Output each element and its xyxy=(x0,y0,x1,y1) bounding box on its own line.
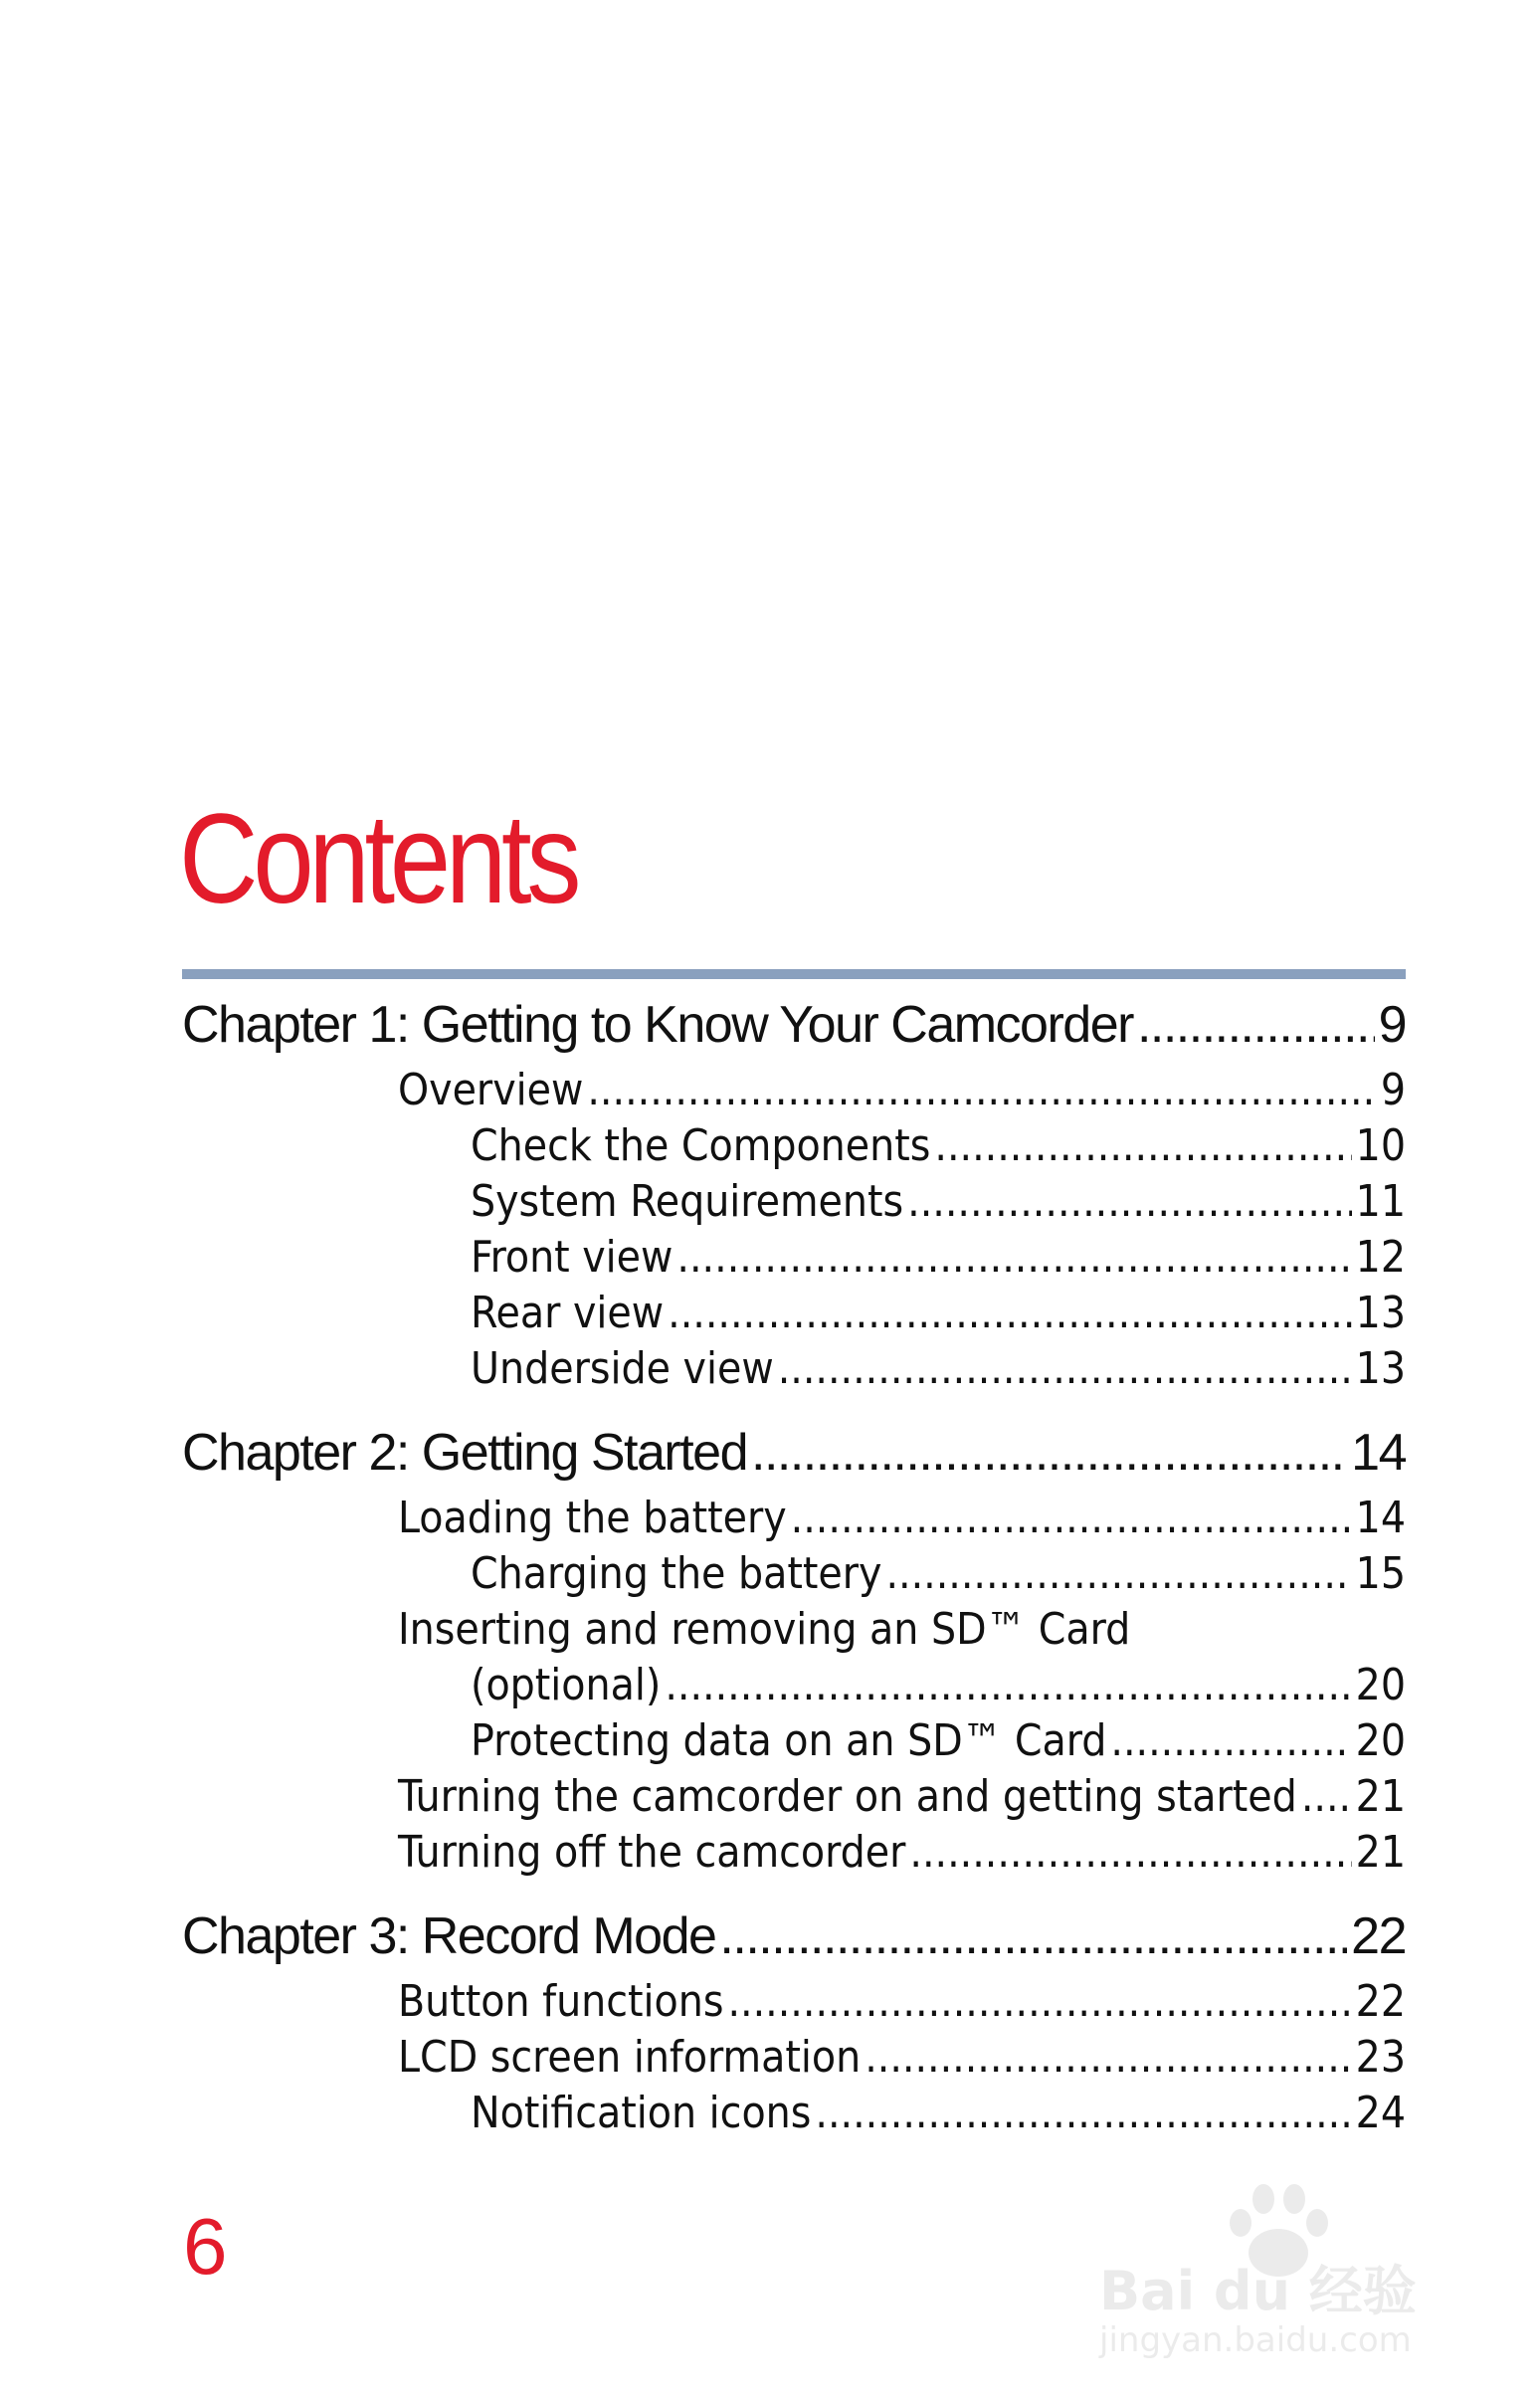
toc-chapter-entry[interactable] xyxy=(182,1423,1406,1483)
toc-entry-label: LCD screen information xyxy=(398,2032,862,2083)
toc-entry-label: (optional) xyxy=(471,1660,662,1710)
toc-entry-label: Notification icons xyxy=(471,2088,812,2138)
toc-section-entry[interactable] xyxy=(471,2088,1406,2139)
toc-entry-label: Underside view xyxy=(471,1343,774,1394)
toc-entry-label: Chapter 3: Record Mode xyxy=(182,1907,716,1965)
toc-entry-page: 10 xyxy=(1355,1120,1406,1171)
dot-leader xyxy=(778,1343,1352,1394)
toc-section-entry[interactable] xyxy=(398,1065,1406,1116)
dot-leader xyxy=(934,1120,1351,1171)
toc-entry-label: Protecting data on an SD™ Card xyxy=(471,1715,1107,1766)
dot-leader xyxy=(676,1232,1351,1283)
dot-leader xyxy=(751,1423,1347,1483)
toc-entry-label: Chapter 2: Getting Started xyxy=(182,1424,748,1482)
toc-entry-page: 24 xyxy=(1355,2088,1406,2138)
toc-section-entry[interactable] xyxy=(398,2032,1406,2084)
toc-entry-label: Front view xyxy=(471,1232,674,1283)
toc-entry-page: 11 xyxy=(1355,1176,1406,1227)
toc-entry-page: 22 xyxy=(1351,1907,1406,1965)
toc-entry-page: 14 xyxy=(1351,1424,1406,1482)
toc-entry-label: Turning off the camcorder xyxy=(398,1827,906,1878)
toc-entry-page: 21 xyxy=(1355,1827,1406,1878)
watermark-brand: Bai du 经验 xyxy=(1099,2260,1417,2322)
page-title: Contents xyxy=(179,788,577,930)
watermark xyxy=(1099,2179,1457,2368)
toc-entry-page: 20 xyxy=(1355,1660,1406,1710)
page-number: 6 xyxy=(183,2202,228,2291)
toc-entry-label: Rear view xyxy=(471,1288,665,1338)
toc-entry-page: 23 xyxy=(1355,2032,1406,2083)
toc-entry-page: 20 xyxy=(1355,1715,1406,1766)
toc-entry-label: Check the Components xyxy=(471,1120,931,1171)
dot-leader xyxy=(668,1288,1352,1338)
dot-leader xyxy=(791,1493,1352,1543)
dot-leader xyxy=(1137,995,1375,1055)
dot-leader xyxy=(1301,1771,1352,1822)
toc-section-entry[interactable] xyxy=(471,1232,1406,1284)
toc-entry-label: Charging the battery xyxy=(471,1548,882,1599)
dot-leader xyxy=(1110,1715,1351,1766)
toc-entry-page: 21 xyxy=(1355,1771,1406,1822)
toc-chapter-entry[interactable] xyxy=(182,1906,1406,1966)
toc-entry-page: 9 xyxy=(1380,1065,1406,1115)
toc-entry-label: Overview xyxy=(398,1065,584,1115)
dot-leader xyxy=(587,1065,1376,1115)
toc-entry-label: Inserting and removing an SD™ Card xyxy=(398,1604,1131,1655)
dot-leader xyxy=(727,1976,1351,2027)
toc-section-entry[interactable] xyxy=(471,1288,1406,1339)
toc-section-entry[interactable] xyxy=(471,1120,1406,1172)
toc-entry-page: 14 xyxy=(1355,1493,1406,1543)
toc-entry-page: 22 xyxy=(1355,1976,1406,2027)
toc-entry-label: System Requirements xyxy=(471,1176,904,1227)
toc-entry-label: Turning the camcorder on and getting started xyxy=(398,1771,1297,1822)
toc-section-entry[interactable] xyxy=(471,1715,1406,1767)
dot-leader xyxy=(885,1548,1351,1599)
watermark-url: jingyan.baidu.com xyxy=(1099,2320,1412,2360)
toc-entry-page: 13 xyxy=(1355,1288,1406,1338)
dot-leader xyxy=(815,2088,1351,2138)
toc-entry-page: 15 xyxy=(1355,1548,1406,1599)
dot-leader xyxy=(719,1906,1347,1966)
toc-section-entry[interactable] xyxy=(471,1660,1406,1711)
toc-entry-page: 13 xyxy=(1355,1343,1406,1394)
toc-section-entry[interactable] xyxy=(398,1771,1406,1823)
toc-section-entry[interactable] xyxy=(398,1976,1406,2028)
toc-section-entry[interactable] xyxy=(471,1176,1406,1228)
toc-section-entry[interactable] xyxy=(471,1548,1406,1600)
dot-leader xyxy=(909,1827,1351,1878)
toc-section-entry[interactable] xyxy=(471,1343,1406,1395)
toc-entry-label: Chapter 1: Getting to Know Your Camcorder xyxy=(182,996,1133,1054)
toc-entry-label: Loading the battery xyxy=(398,1493,787,1543)
toc-entry-label: Button functions xyxy=(398,1976,724,2027)
toc-entry-page: 9 xyxy=(1378,996,1406,1054)
dot-leader xyxy=(907,1176,1352,1227)
toc-section-entry[interactable] xyxy=(398,1493,1406,1544)
toc-chapter-entry[interactable] xyxy=(182,995,1406,1055)
dot-leader xyxy=(665,1660,1351,1710)
toc-entry-page: 12 xyxy=(1355,1232,1406,1283)
dot-leader xyxy=(865,2032,1351,2083)
toc-section-entry[interactable] xyxy=(398,1827,1406,1879)
